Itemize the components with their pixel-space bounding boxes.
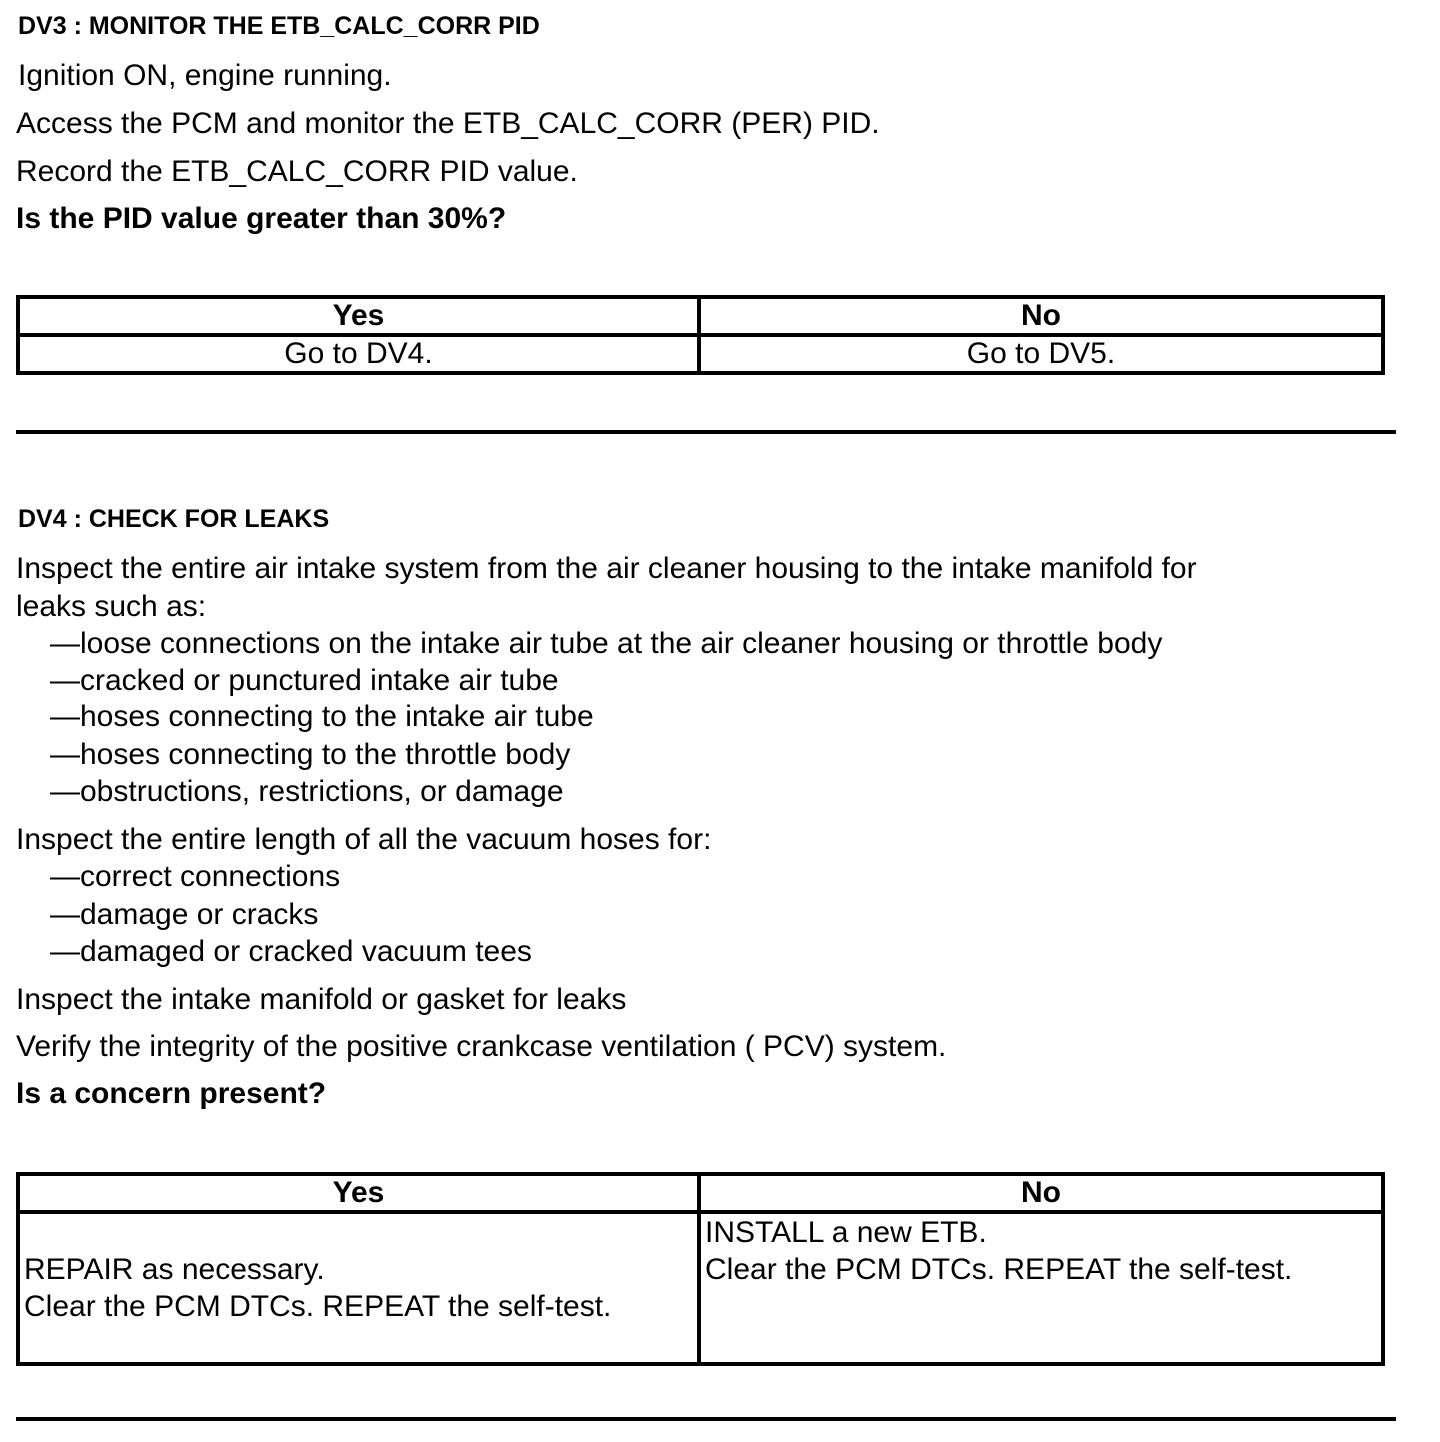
dv3-no-action: Go to DV5. (699, 335, 1383, 373)
dv3-step-record: Record the ETB_CALC_CORR PID value. (16, 155, 578, 188)
table-header-row (18, 297, 1383, 335)
dv4-yes-header: Yes (18, 1174, 699, 1212)
dv4-no-header: No (699, 1174, 1383, 1212)
list-item: —damaged or cracked vacuum tees (50, 935, 532, 968)
dv4-no-action-line1: INSTALL a new ETB. (705, 1216, 987, 1249)
dv3-yes-header: Yes (18, 297, 699, 335)
list-item: —cracked or punctured intake air tube (50, 664, 559, 697)
dv4-intro-line2: leaks such as: (16, 590, 207, 623)
dv4-heading: DV4 : CHECK FOR LEAKS (18, 505, 330, 533)
dv4-no-action-line2: Clear the PCM DTCs. REPEAT the self-test. (705, 1253, 1293, 1286)
dv3-heading: DV3 : MONITOR THE ETB_CALC_CORR PID (18, 12, 540, 40)
dv3-step-access: Access the PCM and monitor the ETB_CALC_CORR (PER) PID. (16, 107, 880, 140)
dv3-no-header: No (699, 297, 1383, 335)
list-item: —hoses connecting to the intake air tube (50, 700, 594, 733)
dv3-decision-table (16, 295, 1385, 375)
dv4-yes-action-line2: Clear the PCM DTCs. REPEAT the self-test. (24, 1290, 612, 1323)
section-divider (16, 430, 1396, 434)
list-item: —correct connections (50, 860, 341, 893)
dv4-decision-table (16, 1172, 1385, 1366)
dv4-intro-line1: Inspect the entire air intake system from the air cleaner housing to the intake manifold for (16, 552, 1197, 585)
list-item: —obstructions, restrictions, or damage (50, 775, 564, 808)
dv4-no-action (699, 1212, 1383, 1364)
dv4-question: Is a concern present? (16, 1077, 327, 1110)
dv3-yes-action: Go to DV4. (18, 335, 699, 373)
list-item: —hoses connecting to the throttle body (50, 738, 571, 771)
dv3-step-ignition: Ignition ON, engine running. (18, 59, 392, 92)
dv4-yes-action (18, 1212, 699, 1364)
dv3-question: Is the PID value greater than 30%? (16, 202, 507, 235)
section-divider (16, 1417, 1396, 1421)
dv4-manifold-line: Inspect the intake manifold or gasket for leaks (16, 983, 627, 1016)
list-item: —loose connections on the intake air tube at the air cleaner housing or throttle body (50, 627, 1163, 660)
dv4-yes-action-line1: REPAIR as necessary. (24, 1253, 325, 1286)
dv4-pcv-line: Verify the integrity of the positive crankcase ventilation ( PCV) system. (16, 1030, 947, 1063)
table-row (18, 335, 1383, 373)
dv4-vacuum-line: Inspect the entire length of all the vacuum hoses for: (16, 823, 712, 856)
table-row (18, 1212, 1383, 1364)
list-item: —damage or cracks (50, 898, 319, 931)
table-header-row (18, 1174, 1383, 1212)
